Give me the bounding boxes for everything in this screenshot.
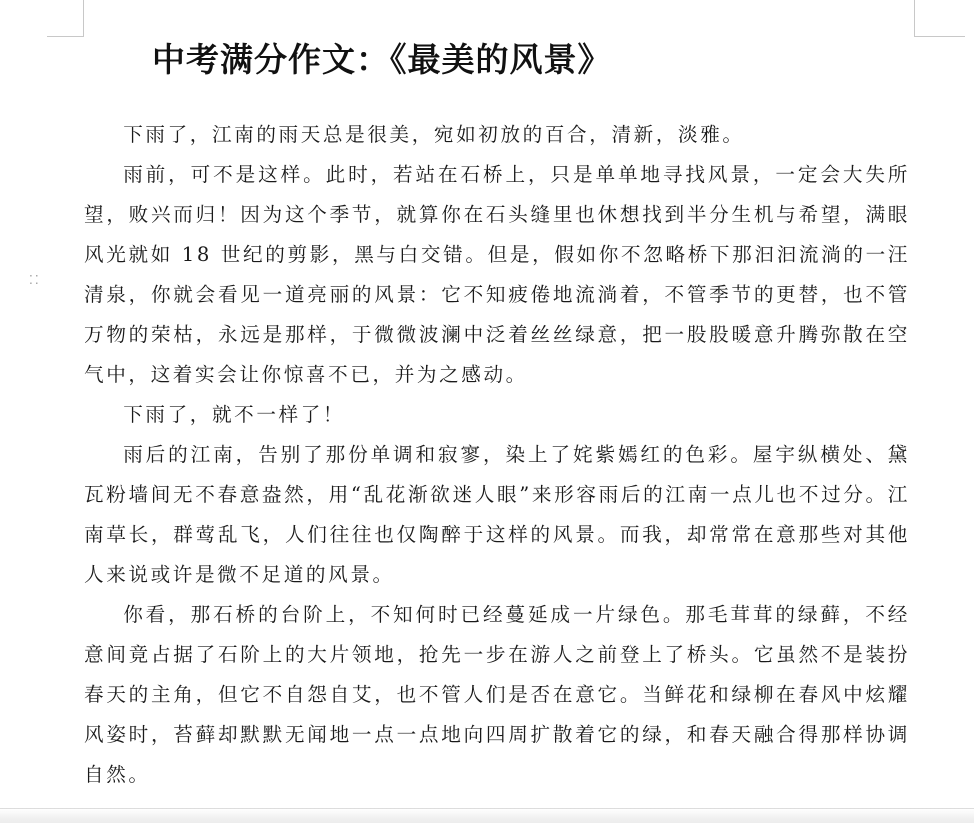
document-body[interactable] [84, 115, 910, 795]
paragraph[interactable]: 你看，那石桥的台阶上，不知何时已经蔓延成一片绿色。那毛茸茸的绿藓，不经意间竟占据了石阶上的大片领地，抢先一步在游人之前登上了桥头。它虽然不是装扮春天的主角，但它不自怨自艾，也不管人们是否在意它。当鲜花和绿柳在春风中炫耀风姿时，苔藓却默默无闻地一点一点地向四周扩散着它的绿，和春天融合得那样协调自然。 [84, 603, 910, 786]
paragraph[interactable]: 雨前，可不是这样。此时，若站在石桥上，只是单单地寻找风景，一定会大失所望，败兴而归！因为这个季节，就算你在石头缝里也休想找到半分生机与希望，满眼风光就如 18 世纪的剪影，黑与白交错。但是，假如你不忽略桥下那汩汩流淌的一汪清泉，你就会看见一道亮丽的风景：它不知疲倦地流淌着，不管季节的更替，也不管万物的荣枯，永远是那样，于微微波澜中泛着丝丝绿意，把一股股暖意升腾弥散在空气中，这着实会让你惊喜不已，并为之感动。 [84, 163, 910, 386]
paragraph[interactable]: 下雨了，江南的雨天总是很美，宛如初放的百合，清新，淡雅。 [123, 123, 745, 146]
crop-mark-top-right [914, 0, 965, 37]
drag-handle-icon[interactable]: ⁚⁚ [29, 273, 41, 287]
document-title[interactable]: 中考满分作文：《最美的风景》 [152, 40, 612, 79]
crop-mark-top-left [47, 0, 84, 37]
paragraph[interactable]: 下雨了，就不一样了！ [123, 403, 346, 426]
paragraph[interactable]: 雨后的江南，告别了那份单调和寂寥，染上了姹紫嫣红的色彩。屋宇纵横处、黛瓦粉墙间无不春意盎然，用“乱花渐欲迷人眼”来形容雨后的江南一点儿也不过分。江南草长，群莺乱飞，人们往往也仅陶醉于这样的风景。而我，却常常在意那些对其他人来说或许是微不足道的风景。 [84, 443, 910, 586]
page-bottom-edge [0, 808, 974, 823]
